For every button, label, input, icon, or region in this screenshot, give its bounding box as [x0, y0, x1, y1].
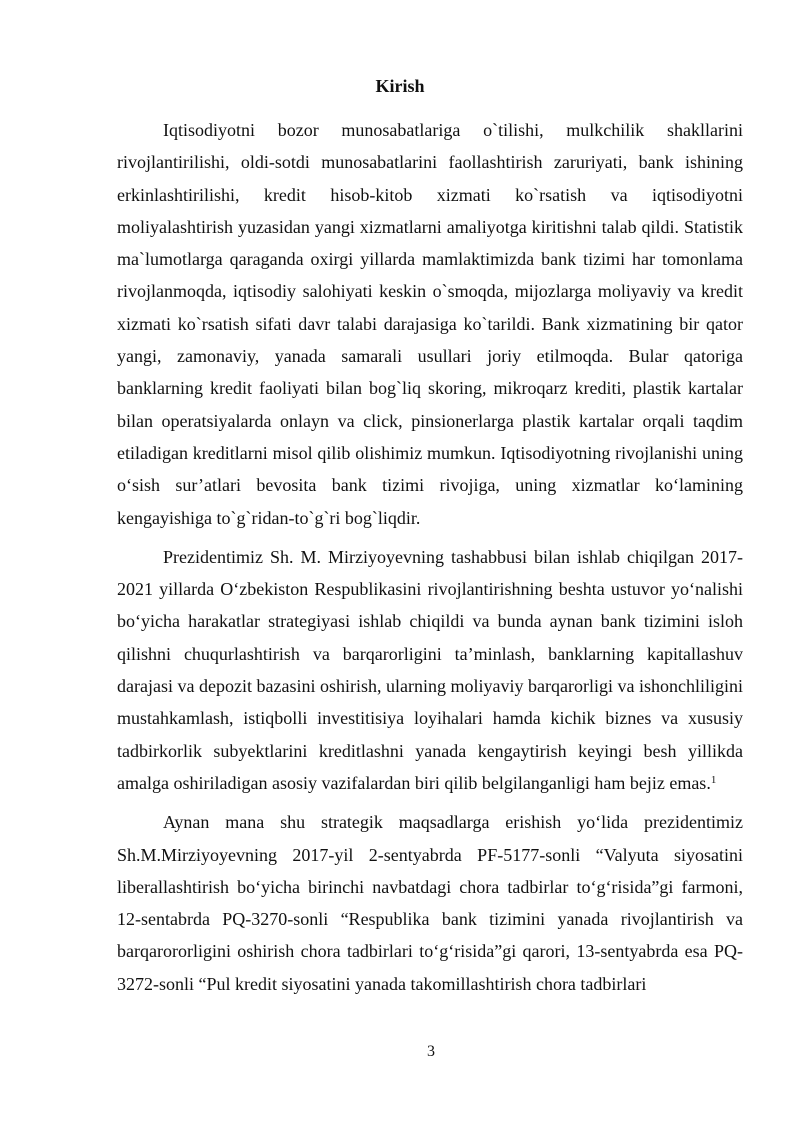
page-title: Kirish [375, 76, 425, 96]
paragraph-text: Aynan mana shu strategik maqsadlarga erishish yo‘lida prezidentimiz Sh.M.Mirziyoyevning 2017-yil 2-sentyabrda PF-5177-sonli “Valyuta siyosatini liberallashtirish bo‘yicha birinchi navbatdagi chora tadbirlar to‘g‘risida”gi farmoni, 12-sentabrda PQ-3270-sonli “Respublika bank tizimini yanada rivojlantirish va barqarororligini oshirish chora tadbirlari to‘g‘risida”gi qarori, 13-sentyabrda esa PQ-3272-sonli “Pul kredit siyosatini yanada takomillashtirish chora tadbirlari [117, 812, 743, 994]
paragraph-text: Iqtisodiyotni bozor munosabatlariga o`tilishi, mulkchilik shakllarini rivojlantirilishi, oldi-sotdi munosabatlarini faollashtirish zaruriyati, bank ishining erkinlashtirilishi, kredit hisob-kitob xizmati ko`rsatish va iqtisodiyotni moliyalashtirish yuzasidan yangi xizmatlarni amaliyotga kiritishni talab qildi. Statistik ma`lumotlarga qaraganda oxirgi yillarda mamlaktimizda bank tizimi har tomonlama rivojlanmoqda, iqtisodiy salohiyati keskin o`smoqda, mijozlarga moliyaviy va kredit xizmati ko`rsatish sifati davr talabi darajasiga ko`tarildi. Bank xizmatining bir qator yangi, zamonaviy, yanada samarali usullari joriy etilmoqda. Bular qatoriga banklarning kredit faoliyati bilan bog`liq skoring, mikroqarz krediti, plastik kartalar bilan operatsiyalarda onlayn va click, pinsionerlarga plastik kartalar orqali taqdim etiladigan kreditlarni misol qilib olishimiz mumkun. Iqtisodiyotning rivojlanishi uning o‘sish sur’atlari bevosita bank tizimi rivojiga, uning xizmatlar ko‘lamining kengayishiga to`g`ridan-to`g`ri bog`liqdir. [117, 120, 743, 528]
paragraph-text: Prezidentimiz Sh. M. Mirziyoyevning tashabbusi bilan ishlab chiqilgan 2017-2021 yillarda O‘zbekiston Respublikasini rivojlantirishning beshta ustuvor yo‘nalishi bo‘yicha harakatlar strategiyasi ishlab chiqildi va bunda aynan bank tizimini isloh qilishni chuqurlashtirish va barqarorligini ta’minlash, banklarning kapitallashuv darajasi va depozit bazasini oshirish, ularning moliyaviy barqarorligi va ishonchliligini mustahkamlash, istiqbolli investitisiya loyihalari hamda kichik biznes va xususiy tadbirkorlik subyektlarini kreditlashni yanada kengaytirish keyingi besh yillikda amalga oshiriladigan asosiy vazifalardan biri qilib belgilanganligi ham bejiz emas. [117, 546, 743, 793]
footnote-reference[interactable]: 1 [710, 773, 717, 786]
body-text [117, 114, 743, 1000]
paragraph-intro [117, 114, 743, 534]
paragraph-decrees [117, 806, 743, 1000]
paragraph-strategy [117, 541, 743, 799]
page-number: 3 [427, 1043, 435, 1060]
